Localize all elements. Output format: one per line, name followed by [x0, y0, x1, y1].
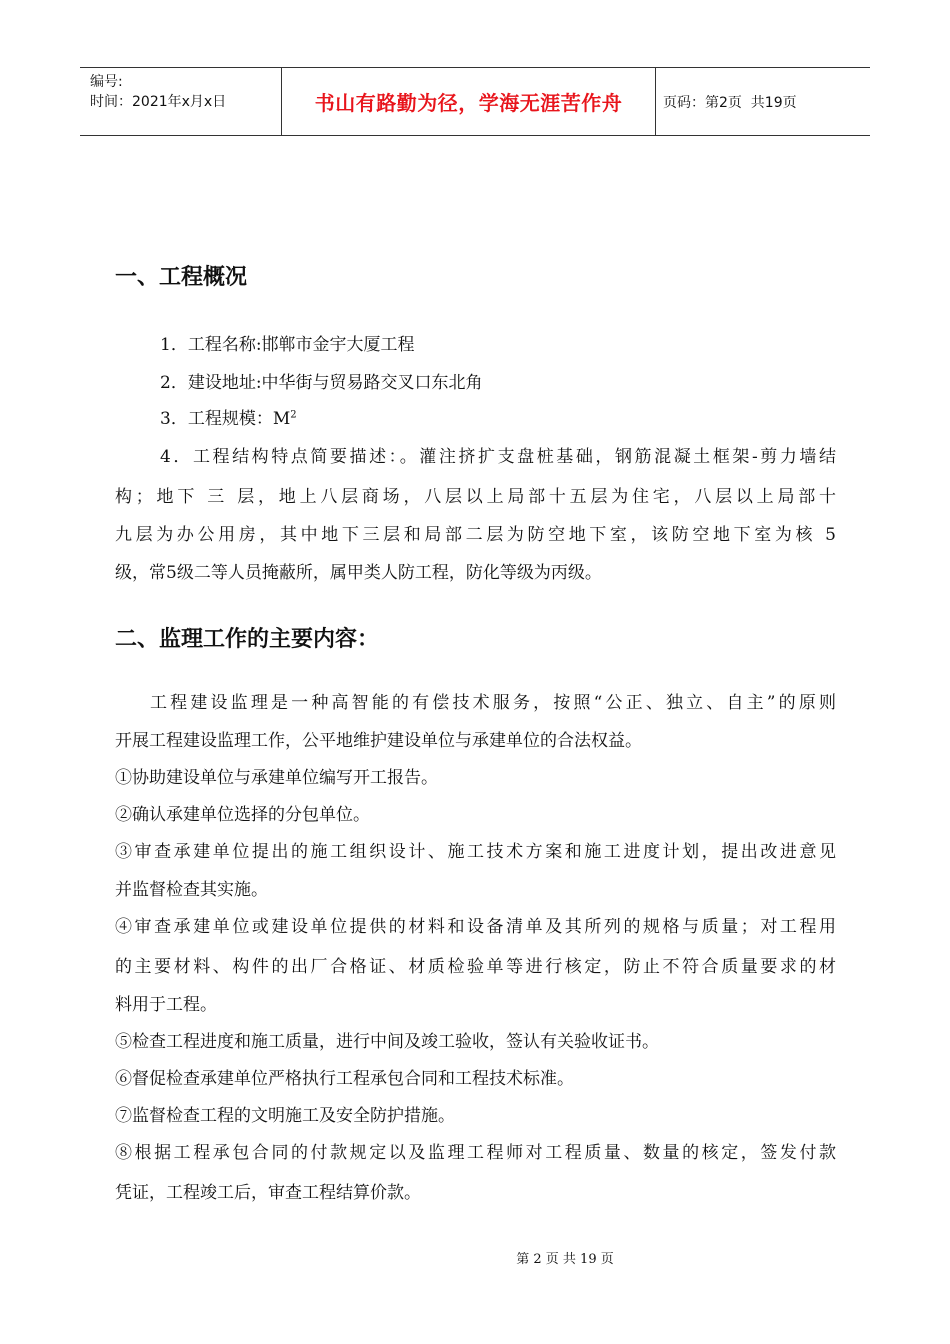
- duty-item-7: ⑦监督检查工程的文明施工及安全防护措施。: [115, 1106, 455, 1126]
- duties-intro-line-2: 开展工程建设监理工作，公平地维护建设单位与承建单位的合法权益。: [115, 731, 642, 751]
- duty-item-2: ②确认承建单位选择的分包单位。: [115, 805, 370, 825]
- duty-item-8: ⑧根据工程承包合同的付款规定以及监理工程师对工程质量、数量的核定，签发付款: [115, 1143, 836, 1163]
- scale-superscript: 2: [290, 409, 297, 421]
- duty-item-8-cont: 凭证，工程竣工后，审查工程结算价款。: [115, 1183, 421, 1203]
- overview-item-structure: 4．工程结构特点简要描述：。灌注挤扩支盘桩基础，钢筋混凝土框架-剪力墙结: [160, 447, 836, 467]
- section-title-overview: 一、工程概况: [115, 265, 248, 290]
- duty-item-5: ⑤检查工程进度和施工质量，进行中间及竣工验收，签认有关验收证书。: [115, 1032, 659, 1052]
- page-footer: [0, 1248, 950, 1267]
- motto-text: 书山有路勤为径，学海无涯苦作舟: [314, 91, 623, 115]
- overview-item-name: 1．工程名称:邯郸市金宇大厦工程: [160, 335, 415, 355]
- duty-item-4-cont-2: 料用于工程。: [115, 995, 217, 1015]
- page-header: [80, 67, 870, 136]
- overview-item-address: 2．建设地址:中华街与贸易路交叉口东北角: [160, 373, 483, 393]
- footer-page-number: 第 2 页 共 19 页: [516, 1252, 614, 1267]
- document-number: 编号:: [90, 74, 123, 90]
- duty-item-4-cont-1: 的主要材料、构件的出厂合格证、材质检验单等进行核定，防止不符合质量要求的材: [115, 957, 836, 977]
- page-code-text: 页码：第2页 共19页: [663, 94, 797, 111]
- header-meta: [80, 68, 282, 135]
- overview-structure-line-2: 构；地下 三 层，地上八层商场，八层以上局部十五层为住宅，八层以上局部十: [115, 487, 836, 507]
- duty-item-4: ④审查承建单位或建设单位提供的材料和设备清单及其所列的规格与质量；对工程用: [115, 917, 836, 937]
- section-title-duties: 二、监理工作的主要内容：: [115, 627, 380, 652]
- header-motto: [282, 68, 656, 135]
- overview-item-scale: [160, 404, 297, 429]
- duty-item-1: ①协助建设单位与承建单位编写开工报告。: [115, 768, 438, 788]
- duties-intro-line-1: 工程建设监理是一种高智能的有偿技术服务，按照“公正、独立、自主”的原则: [150, 693, 836, 713]
- header-page-code: [656, 68, 870, 135]
- overview-structure-line-3: 九层为办公用房，其中地下三层和局部二层为防空地下室，该防空地下室为核 5: [115, 525, 836, 545]
- duty-item-6: ⑥督促检查承建单位严格执行工程承包合同和工程技术标准。: [115, 1069, 574, 1089]
- overview-structure-line-4: 级，常5级二等人员掩蔽所，属甲类人防工程，防化等级为丙级。: [115, 563, 602, 583]
- overview-item-scale-text: 3．工程规模：M: [160, 409, 291, 429]
- duty-item-3: ③审查承建单位提出的施工组织设计、施工技术方案和施工进度计划，提出改进意见: [115, 842, 836, 862]
- document-date: 时间：2021年x月x日: [90, 94, 227, 110]
- duty-item-3-cont: 并监督检查其实施。: [115, 880, 268, 900]
